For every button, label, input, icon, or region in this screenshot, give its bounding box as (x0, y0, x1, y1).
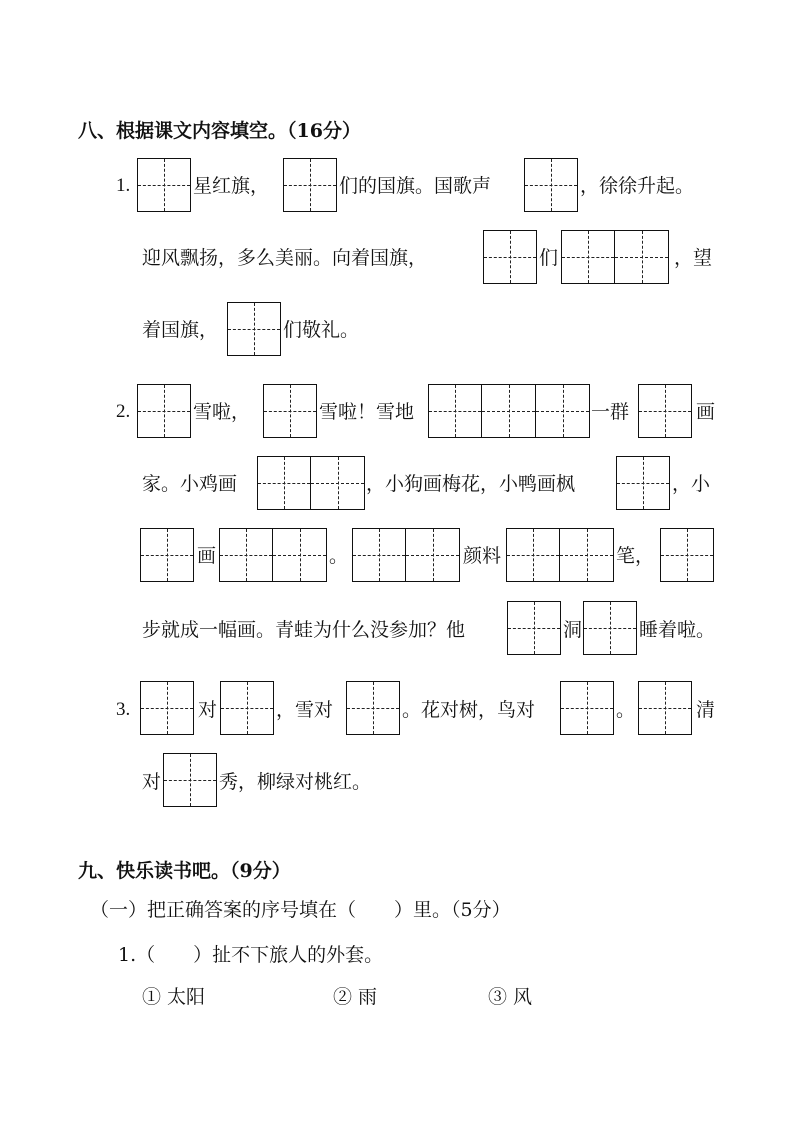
answer-box[interactable] (220, 681, 274, 735)
answer-box[interactable] (583, 601, 637, 655)
q1-text: 们的国旗。国歌声 (339, 175, 492, 197)
q2-text: 家。小鸡画 (142, 473, 238, 495)
q3-text: ，雪对 (276, 699, 334, 721)
answer-box[interactable] (140, 528, 194, 582)
q1-text: ，望 (674, 247, 713, 269)
answer-box[interactable] (137, 384, 191, 438)
q2-text: 画 (197, 545, 217, 567)
answer-box[interactable] (616, 456, 670, 510)
section-9-title: 九、快乐读书吧。（9分） (78, 860, 291, 882)
answer-box[interactable] (482, 384, 536, 438)
q2-text: ，小狗画梅花，小鸭画枫 (366, 473, 576, 495)
q2-text: 洞 (563, 619, 583, 641)
q2-number: 2. (116, 401, 131, 422)
q2-text: 雪啦！雪地 (319, 401, 415, 423)
part-1-instruction: （一）把正确答案的序号填在（ ）里。（5分） (90, 899, 511, 921)
q2-text: 一群 (591, 401, 630, 423)
option-1[interactable]: ① 太阳 (142, 986, 206, 1008)
q1-text: ，徐徐升起。 (580, 175, 695, 197)
answer-box[interactable] (638, 681, 692, 735)
answer-box[interactable] (140, 681, 194, 735)
answer-box[interactable] (660, 528, 714, 582)
answer-box[interactable] (219, 528, 273, 582)
answer-box[interactable] (283, 158, 337, 212)
answer-box[interactable] (560, 681, 614, 735)
answer-box[interactable] (163, 753, 217, 807)
answer-box[interactable] (311, 456, 365, 510)
answer-box[interactable] (524, 158, 578, 212)
answer-box[interactable] (137, 158, 191, 212)
q1-text: 星红旗， (193, 175, 270, 197)
answer-box[interactable] (638, 384, 692, 438)
q9-1-stem: 1.（ ）扯不下旅人的外套。 (118, 944, 384, 966)
answer-box[interactable] (273, 528, 327, 582)
q3-number: 3. (116, 699, 131, 720)
q1-text: 们 (539, 247, 559, 269)
q3-text: 。 (616, 699, 636, 721)
q2-text: ，小 (672, 473, 711, 495)
answer-box[interactable] (560, 528, 614, 582)
q2-text: 雪啦， (193, 401, 251, 423)
answer-box[interactable] (346, 681, 400, 735)
answer-box[interactable] (483, 230, 537, 284)
q3-text: 对 (198, 699, 218, 721)
answer-box[interactable] (406, 528, 460, 582)
q1-text: 们敬礼。 (283, 319, 360, 341)
q3-text: 对 (142, 771, 162, 793)
answer-box[interactable] (263, 384, 317, 438)
answer-box[interactable] (561, 230, 615, 284)
q2-text: 画 (696, 401, 716, 423)
answer-box[interactable] (227, 302, 281, 356)
answer-box[interactable] (428, 384, 482, 438)
option-2[interactable]: ② 雨 (333, 986, 378, 1008)
q2-text: 。 (329, 545, 349, 567)
q1-number: 1. (116, 175, 131, 196)
q2-text: 颜料 (463, 545, 502, 567)
answer-box[interactable] (257, 456, 311, 510)
q2-text: 睡着啦。 (639, 619, 716, 641)
q3-text: 。花对树，鸟对 (402, 699, 536, 721)
section-8-title: 八、根据课文内容填空。（16分） (78, 120, 361, 142)
option-3[interactable]: ③ 风 (488, 986, 533, 1008)
answer-box[interactable] (506, 528, 560, 582)
q2-text: 步就成一幅画。青蛙为什么没参加？他 (142, 619, 466, 641)
answer-box[interactable] (536, 384, 590, 438)
q2-text: 笔， (616, 545, 655, 567)
q1-text: 迎风飘扬，多么美丽。向着国旗， (142, 247, 428, 269)
answer-box[interactable] (507, 601, 561, 655)
q3-text: 清 (696, 699, 716, 721)
answer-box[interactable] (352, 528, 406, 582)
q1-text: 着国旗， (142, 319, 219, 341)
answer-box[interactable] (615, 230, 669, 284)
q3-text: 秀，柳绿对桃红。 (219, 771, 372, 793)
